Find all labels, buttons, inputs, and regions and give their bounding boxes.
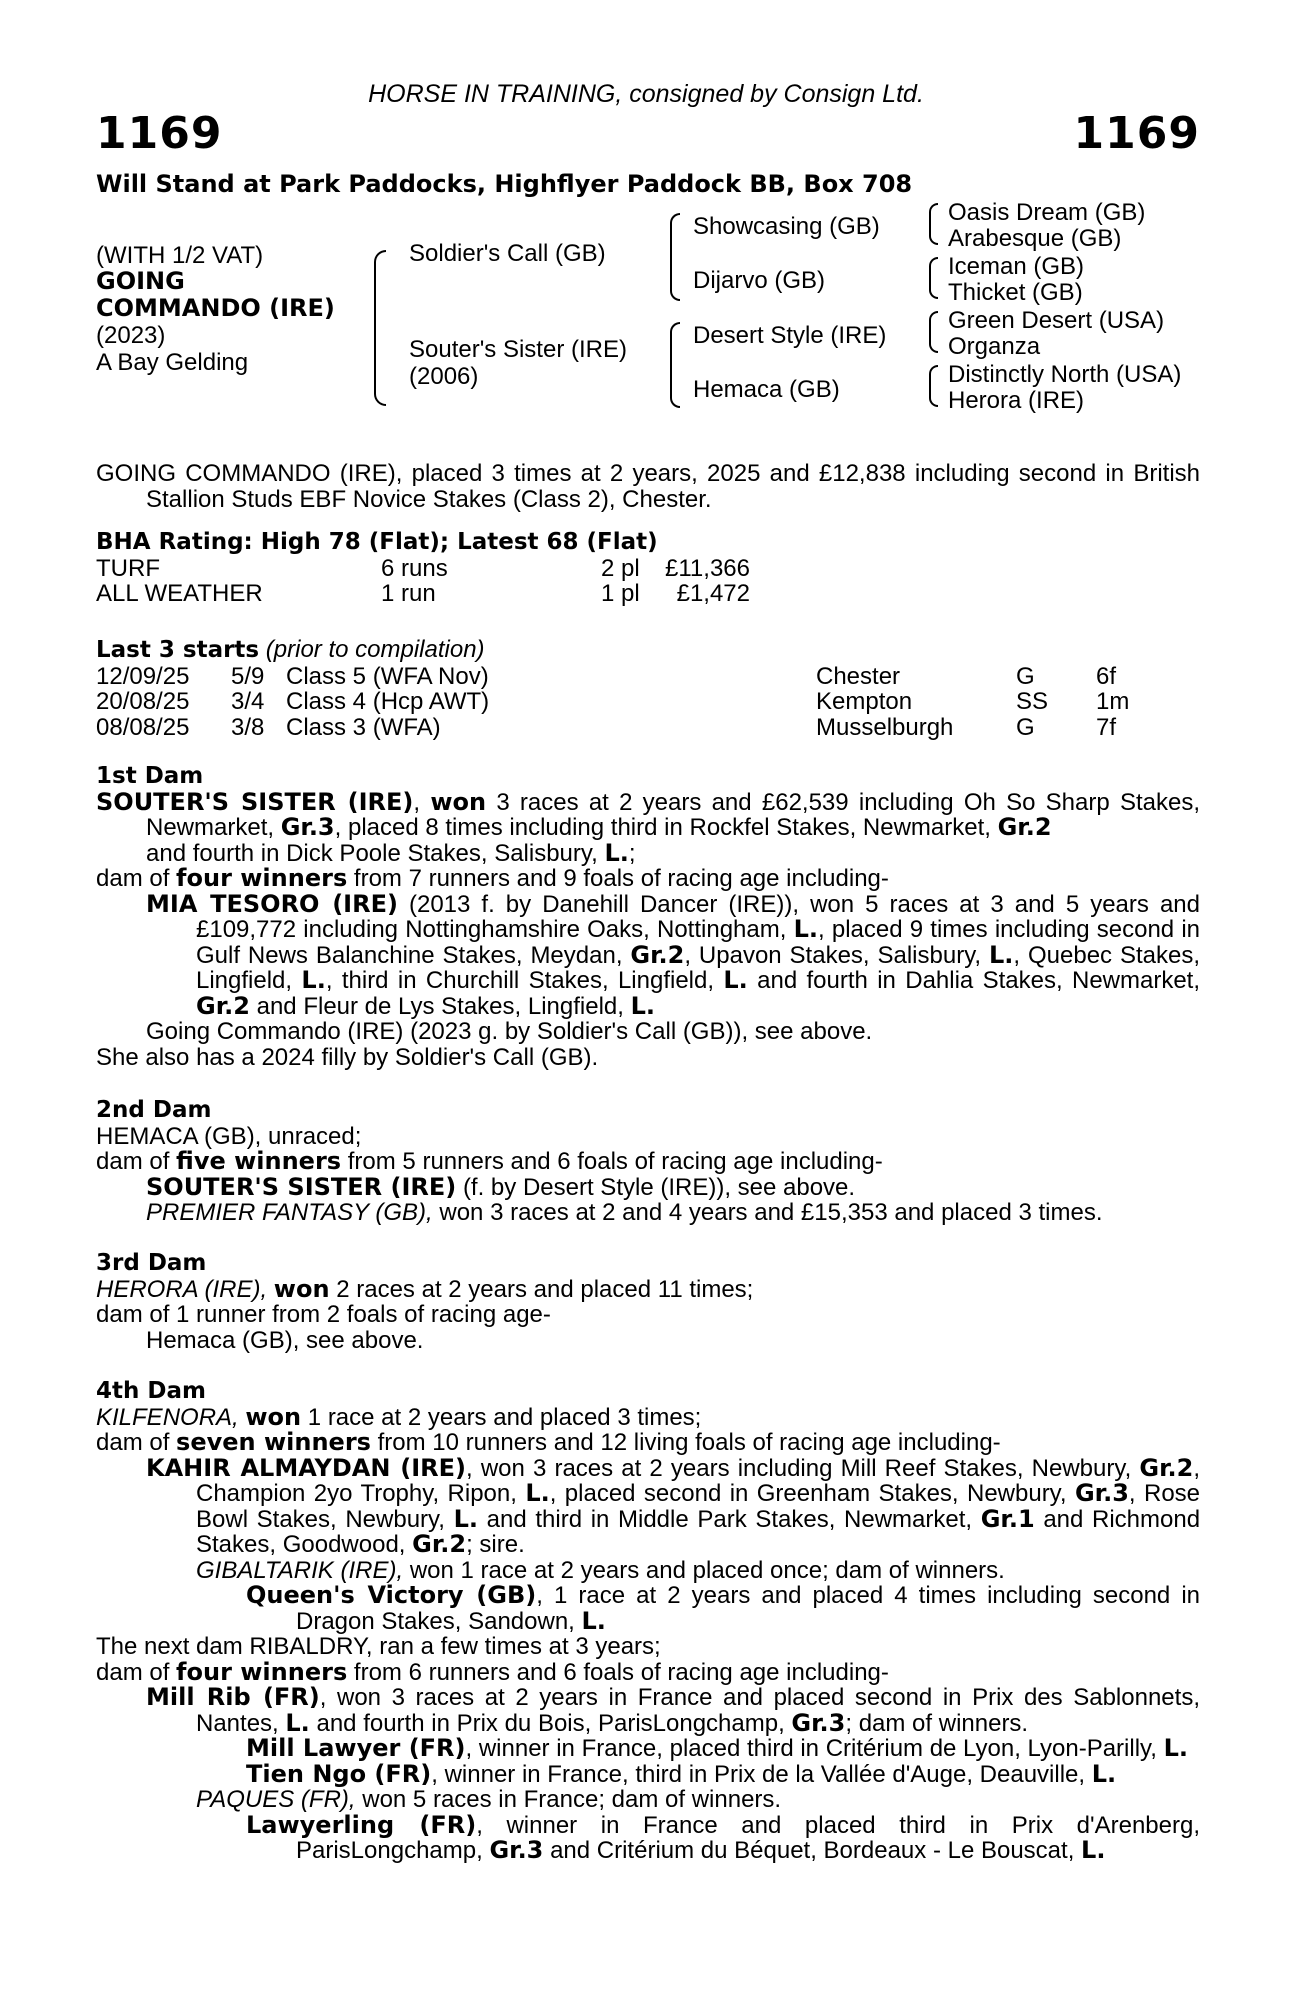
start-course: Musselburgh <box>816 713 954 741</box>
progeny-name: Queen's Victory (GB) <box>246 1581 537 1609</box>
progeny-text: , 1 race at 2 years and placed 4 times including second in Dragon Stakes, Sandown, <box>296 1582 1201 1635</box>
progeny-text: , won 3 races at 2 years including Mill Reef Stakes, Newbury, <box>466 1454 1132 1482</box>
progeny-text: and Fleur de Lys Stakes, Lingfield, <box>256 992 624 1020</box>
ped-g4: Thicket (GB) <box>948 279 1083 306</box>
progeny-name: PAQUES (FR), <box>196 1786 356 1813</box>
listed-label: L. <box>793 915 819 943</box>
won-label: won <box>430 787 487 816</box>
listed-label: L. <box>1163 1734 1189 1762</box>
start-row <box>96 715 1200 741</box>
dam-of-text: from 6 runners and 6 foals of racing age including- <box>353 1658 889 1686</box>
progeny-text: , Champion 2yo Trophy, Ripon, <box>196 1454 1201 1507</box>
progeny-text: and fourth in Prix du Bois, ParisLongchamp, <box>316 1709 785 1737</box>
last-starts-note: (prior to compilation) <box>265 636 485 663</box>
ped-g2: Arabesque (GB) <box>948 225 1122 252</box>
start-distance: 6f <box>1096 662 1117 690</box>
fourth-dam-name: KILFENORA, <box>96 1403 239 1431</box>
listed-label: L. <box>630 991 656 1020</box>
progeny-text: ; sire. <box>466 1531 525 1558</box>
progeny-text: (2013 f. by Danehill Dancer (IRE)), won 5 races at 3 and 5 years and £109,772 including Nottinghamshire Oaks, Nottingham, <box>196 890 1200 943</box>
start-course: Kempton <box>816 688 913 715</box>
summary <box>96 461 1200 512</box>
fourth-dam-section <box>96 1379 1200 1634</box>
dam-sire: Desert Style (IRE) <box>693 322 887 349</box>
last-starts-section <box>96 637 1200 740</box>
winners-count: five winners <box>176 1147 342 1175</box>
progeny-text: , winner in France and placed third in Prix d'Arenberg, ParisLongchamp, <box>296 1811 1200 1864</box>
progeny-text: , placed 9 times including second in Gulf News Balanchine Stakes, Meydan, <box>196 916 1200 969</box>
dam-of-text: from 7 runners and 9 foals of racing age including- <box>353 865 889 892</box>
brace-g12 <box>929 203 938 245</box>
second-dam-line: HEMACA (GB), unraced; <box>96 1122 362 1150</box>
progeny-text: Going Commando (IRE) (2023 g. by Soldier's Call (GB)), see above. <box>146 1018 873 1045</box>
listed-label: L. <box>1081 1836 1106 1864</box>
listed-label: L. <box>525 1479 550 1507</box>
rating-prize: £11,366 <box>665 554 750 582</box>
third-dam-name: HERORA (IRE), <box>96 1275 268 1303</box>
dam-year: (2006) <box>409 363 479 390</box>
progeny-name: Lawyerling (FR) <box>246 1810 477 1839</box>
grade-label: Gr.2 <box>630 940 685 969</box>
winners-count: seven winners <box>176 1428 371 1456</box>
progeny-name: SOUTER'S SISTER (IRE) <box>146 1172 457 1201</box>
third-dam-text: 2 races at 2 years and placed 11 times; <box>336 1275 754 1303</box>
progeny-text: , third in Churchill Stakes, Lingfield, <box>325 967 715 994</box>
sire: Soldier's Call (GB) <box>409 240 606 267</box>
start-row <box>96 689 1200 715</box>
dam-of-text: dam of <box>96 865 170 892</box>
third-dam-heading: 3rd Dam <box>96 1250 207 1276</box>
progeny-text: , winner in France, placed third in Critérium de Lyon, Lyon-Parilly, <box>465 1735 1157 1762</box>
progeny-name: GIBALTARIK (IRE), <box>196 1556 404 1584</box>
listed-label: L. <box>604 838 629 867</box>
start-date: 08/08/25 <box>96 713 190 741</box>
progeny-text: ; dam of winners. <box>845 1709 1029 1737</box>
brace-dam <box>670 322 680 408</box>
next-dam-line: The next dam RIBALDRY, ran a few times at 3 years; <box>96 1633 661 1660</box>
fourth-dam-heading: 4th Dam <box>96 1378 206 1404</box>
start-distance: 7f <box>1096 713 1117 741</box>
horse-description: A Bay Gelding <box>96 349 249 376</box>
page-subtitle: HORSE IN TRAINING, consigned by Consign Ltd. <box>368 80 924 108</box>
rating-section <box>96 530 1200 607</box>
lot-number-right: 1169 <box>1073 108 1200 159</box>
dam-of-text: from 5 runners and 6 foals of racing age including- <box>347 1148 883 1175</box>
progeny-text: , Upavon Stakes, Salisbury, <box>684 941 982 969</box>
brace-g56 <box>929 311 938 353</box>
progeny-text: and Critérium du Béquet, Bordeaux - Le Bouscat, <box>550 1837 1075 1864</box>
progeny-name: Tien Ngo (FR) <box>246 1759 432 1788</box>
horse-name-1: GOING <box>96 267 185 295</box>
progeny-name: Mill Rib (FR) <box>146 1683 320 1711</box>
start-class: Class 5 (WFA Nov) <box>286 662 489 690</box>
rating-placed: 1 pl <box>601 580 640 607</box>
sire-dam: Dijarvo (GB) <box>693 267 826 294</box>
grade-label: Gr.3 <box>489 1836 544 1864</box>
sire-sire: Showcasing (GB) <box>693 213 880 240</box>
start-position: 3/4 <box>231 688 265 715</box>
brace-g78 <box>929 365 938 407</box>
rating-prize: £1,472 <box>676 580 750 607</box>
rating-runs: 1 run <box>381 580 436 607</box>
rating-row <box>96 581 1200 607</box>
fourth-dam-text: 1 race at 2 years and placed 3 times; <box>307 1403 702 1431</box>
second-dam-section <box>96 1098 1200 1226</box>
progeny-text: and fourth in Dahlia Stakes, Newmarket, <box>757 967 1201 994</box>
progeny-text: won 3 races at 2 and 4 years and £15,353 and placed 3 times. <box>439 1199 1103 1226</box>
listed-label: L. <box>723 966 748 994</box>
rating-surface: TURF <box>96 554 160 582</box>
first-dam-text: , placed 8 times including third in Rockfel Stakes, Newmarket, <box>334 814 991 841</box>
grade-label: Gr.3 <box>791 1708 846 1737</box>
also-note: She also has a 2024 filly by Soldier's Call (GB). <box>96 1043 599 1071</box>
progeny-name: MIA TESORO (IRE) <box>146 889 398 918</box>
progeny-text: , Quebec Stakes, Lingfield, <box>196 941 1200 994</box>
rating-placed: 2 pl <box>601 554 640 582</box>
won-label: won <box>245 1402 302 1431</box>
progeny-text: , won 3 races at 2 years in France and placed second in Prix des Sablonnets, Nantes, <box>196 1684 1200 1737</box>
start-position: 3/8 <box>231 713 265 741</box>
horse-name-2: COMMANDO (IRE) <box>96 294 335 322</box>
rating-row <box>96 556 1200 582</box>
dam-of-text: dam of 1 runner from 2 foals of racing age- <box>96 1301 551 1328</box>
dam: Souter's Sister (IRE) <box>409 336 627 363</box>
ped-g8: Herora (IRE) <box>948 387 1085 414</box>
progeny-text: (f. by Desert Style (IRE)), see above. <box>462 1173 856 1201</box>
progeny-text: and Richmond Stakes, Goodwood, <box>196 1505 1201 1558</box>
ped-g5: Green Desert (USA) <box>948 307 1165 334</box>
next-dam-section <box>96 1634 1200 1864</box>
first-dam-section: 1st Dam SOUTER'S SISTER (IRE), won 3 races at 2 years and £62,539 including Oh So Sharp Stakes, Newmarket, Gr.3, placed 8 times including third in Rockfel Stakes, Newmarket, Gr.2 and fourth in Dick Poole Stakes, Salisbury, L.; dam of four winners from 7 runners and 9 foals of racing age including- MIA TESORO (IRE) (2013 f. by Danehill Dancer (IRE)), won 5 races at 3 and 5 years and £109,772 including Nottinghamshire Oaks, Nottingham, L., placed 9 times including second in Gulf News Balanchine Stakes, Meydan, Gr.2, Upavon Stakes, Salisbury, L., Quebec Stakes, Lingfield, L., third in Churchill Stakes, Lingfield, L. and fourth in Dahlia Stakes, Newmarket, Gr.2 and Fleur de Lys Stakes, Lingfield, L. Going Commando (IRE) (2023 g. by Soldier's Call (GB)), see above. She also has a 2024 filly by Soldier's Call (GB). <box>96 763 1201 1071</box>
start-going: G <box>1016 713 1035 741</box>
stand-location: Will Stand at Park Paddocks, Highflyer Paddock BB, Box 708 <box>96 170 913 198</box>
dam-dam: Hemaca (GB) <box>693 376 840 403</box>
won-label: won <box>273 1274 330 1303</box>
rating-surface: ALL WEATHER <box>96 580 263 607</box>
start-course: Chester <box>816 662 901 690</box>
start-going: G <box>1016 662 1035 690</box>
listed-label: L. <box>581 1606 606 1635</box>
third-dam-section <box>96 1251 1200 1353</box>
grade-label: Gr.2 <box>1139 1453 1194 1482</box>
brace-sire <box>670 213 680 301</box>
start-position: 5/9 <box>231 662 265 690</box>
dam-of-text: dam of <box>96 1148 170 1175</box>
progeny-text: , winner in France, third in Prix de la Vallée d'Auge, Deauville, <box>431 1760 1086 1788</box>
progeny-name: PREMIER FANTASY (GB), <box>146 1199 433 1226</box>
listed-label: L. <box>1091 1759 1117 1788</box>
first-dam-heading: 1st Dam <box>96 763 204 789</box>
ped-g3: Iceman (GB) <box>948 253 1085 280</box>
first-dam-text: 3 races at 2 years and £62,539 including Oh So Sharp Stakes, Newmarket, <box>146 788 1200 841</box>
second-dam-heading: 2nd Dam <box>96 1097 212 1123</box>
rating-runs: 6 runs <box>381 554 448 582</box>
listed-label: L. <box>989 940 1014 969</box>
brace-g34 <box>929 257 938 299</box>
ped-g6: Organza <box>948 333 1041 360</box>
start-date: 12/09/25 <box>96 662 190 690</box>
grade-label: Gr.1 <box>980 1504 1035 1533</box>
progeny-text: won 5 races in France; dam of winners. <box>362 1786 782 1813</box>
progeny-name: KAHIR ALMAYDAN (IRE) <box>146 1453 467 1482</box>
winners-count: four winners <box>176 1657 348 1686</box>
grade-label: Gr.3 <box>280 813 335 841</box>
dam-of-text: from 10 runners and 12 living foals of racing age including- <box>377 1429 1001 1456</box>
grade-label: Gr.2 <box>196 991 250 1020</box>
progeny-text: Hemaca (GB), see above. <box>146 1326 424 1354</box>
dam-of-text: dam of <box>96 1658 170 1686</box>
progeny-name: Mill Lawyer (FR) <box>246 1734 466 1762</box>
first-dam-text: ; <box>628 839 636 867</box>
dam-of-text: dam of <box>96 1429 170 1456</box>
winners-count: four winners <box>176 864 348 892</box>
ped-g7: Distinctly North (USA) <box>948 361 1182 388</box>
rating-heading: BHA Rating: High 78 (Flat); Latest 68 (Flat) <box>96 529 658 555</box>
vat-note: (WITH 1/2 VAT) <box>96 242 264 269</box>
listed-label: L. <box>285 1708 310 1737</box>
start-going: SS <box>1016 688 1049 715</box>
start-date: 20/08/25 <box>96 688 190 715</box>
brace-gen1 <box>374 250 386 406</box>
start-class: Class 3 (WFA) <box>286 713 441 741</box>
listed-label: L. <box>301 966 326 994</box>
horse-year: (2023) <box>96 322 166 349</box>
first-dam-text: and fourth in Dick Poole Stakes, Salisbury, <box>146 839 598 867</box>
start-distance: 1m <box>1096 688 1130 715</box>
grade-label: Gr.2 <box>997 813 1052 841</box>
summary-text-a: GOING COMMANDO (IRE), placed 3 times at 2 years, 2025 and £12,838 including second in <box>96 460 1125 487</box>
progeny-text: and third in Middle Park Stakes, Newmarket, <box>486 1505 973 1533</box>
ped-g1: Oasis Dream (GB) <box>948 199 1146 226</box>
first-dam-name: SOUTER'S SISTER (IRE) <box>96 787 414 816</box>
progeny-text: won 1 race at 2 years and placed once; dam of winners. <box>409 1556 1005 1584</box>
progeny-text: , Rose Bowl Stakes, Newbury, <box>196 1480 1201 1533</box>
summary-text-b: British Stallion Studs EBF Novice Stakes (Class 2), Chester. <box>146 460 1200 513</box>
lot-number-left: 1169 <box>96 108 223 159</box>
listed-label: L. <box>453 1504 479 1533</box>
progeny-text: , placed second in Greenham Stakes, Newbury, <box>549 1480 1067 1507</box>
start-class: Class 4 (Hcp AWT) <box>286 688 490 715</box>
grade-label: Gr.3 <box>1074 1479 1129 1507</box>
start-row <box>96 664 1200 690</box>
grade-label: Gr.2 <box>412 1530 467 1558</box>
last-starts-heading: Last 3 starts <box>96 637 260 663</box>
